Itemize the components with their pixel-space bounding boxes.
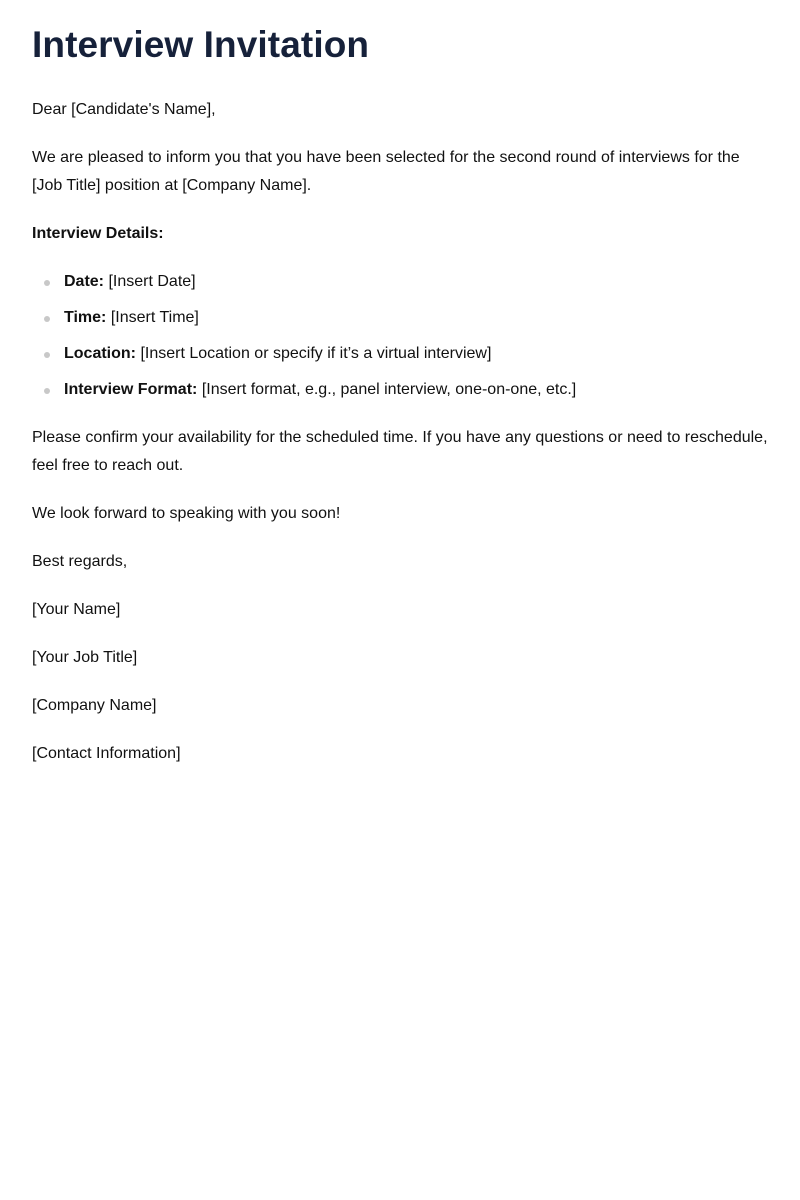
page-title: Interview Invitation — [32, 24, 370, 65]
intro-paragraph: We are pleased to inform you that you have been selected for the second round of interviews for the [Job Title] position at [Company Name]. — [32, 149, 740, 194]
bullet-icon — [44, 316, 50, 322]
signature-job-title: [Your Job Title] — [32, 649, 138, 666]
signature-company: [Company Name] — [32, 697, 157, 714]
sign-off: Best regards, — [32, 553, 128, 570]
bullet-icon — [44, 352, 50, 358]
signature-name: [Your Name] — [32, 601, 121, 618]
details-heading-text: Interview Details: — [32, 225, 164, 242]
signature-contact: [Contact Information] — [32, 745, 181, 762]
greeting: Dear [Candidate's Name], — [32, 101, 216, 118]
detail-label: Time: — [64, 309, 107, 326]
detail-label: Date: — [64, 273, 105, 290]
detail-value: [Insert Date] — [108, 273, 196, 290]
list-item-format — [32, 376, 768, 404]
closing-line: We look forward to speaking with you soon! — [32, 505, 341, 522]
detail-value: [Insert Location or specify if it’s a virtual interview] — [140, 345, 492, 362]
details-list — [32, 268, 768, 404]
detail-value: [Insert format, e.g., panel interview, one-on-one, etc.] — [201, 381, 577, 398]
bullet-icon — [44, 280, 50, 286]
detail-label: Interview Format: — [64, 381, 198, 398]
bullet-icon — [44, 388, 50, 394]
list-item-date — [32, 268, 768, 296]
details-heading — [32, 220, 768, 248]
confirm-paragraph: Please confirm your availability for the scheduled time. If you have any questions or need to reschedule, feel free to reach out. — [32, 429, 768, 474]
list-item-time — [32, 304, 768, 332]
detail-value: [Insert Time] — [110, 309, 199, 326]
detail-label: Location: — [64, 345, 136, 362]
list-item-location — [32, 340, 768, 368]
